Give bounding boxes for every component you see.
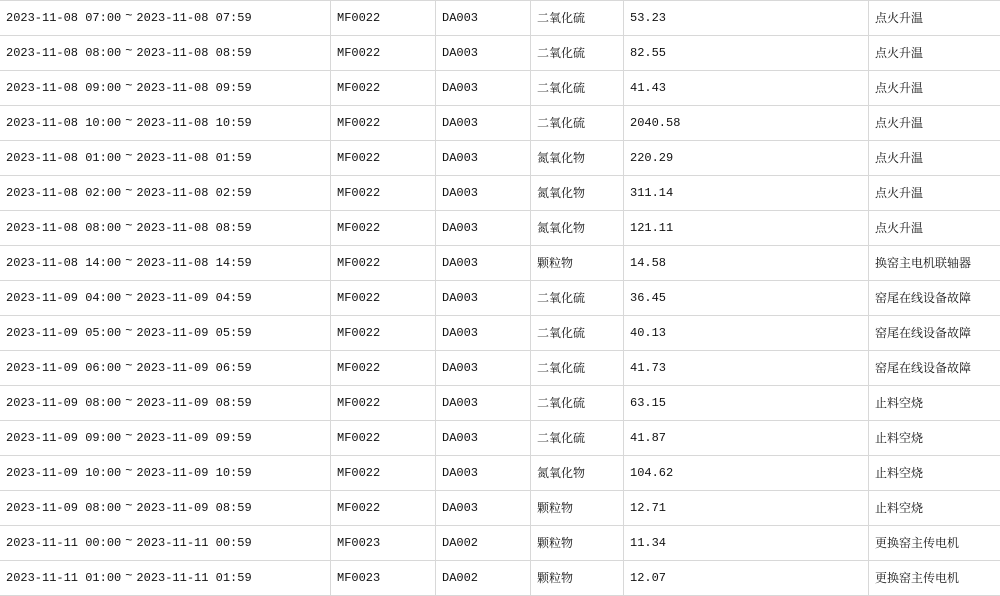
- cell-factor: 氮氧化物: [531, 141, 624, 176]
- table-row: [0, 176, 1000, 211]
- period-separator: ~: [121, 114, 136, 128]
- cell-device-code: DA002: [436, 526, 531, 561]
- cell-factor: 二氧化硫: [531, 1, 624, 36]
- cell-device-code: DA003: [436, 281, 531, 316]
- cell-period: [0, 1, 331, 36]
- period-start: 2023-11-08 02:00: [6, 186, 121, 200]
- period-start: 2023-11-08 09:00: [6, 81, 121, 95]
- table-row: [0, 386, 1000, 421]
- period-separator: ~: [121, 254, 136, 268]
- period-start: 2023-11-09 06:00: [6, 361, 121, 375]
- table-row: [0, 561, 1000, 596]
- cell-period: [0, 211, 331, 246]
- cell-reason: 窑尾在线设备故障: [869, 351, 1000, 386]
- cell-period: [0, 526, 331, 561]
- cell-period: [0, 351, 331, 386]
- cell-station-code: MF0022: [331, 36, 436, 71]
- cell-value: 11.34: [624, 526, 869, 561]
- period-separator: ~: [121, 184, 136, 198]
- cell-value: 311.14: [624, 176, 869, 211]
- cell-value: 41.73: [624, 351, 869, 386]
- cell-factor: 二氧化硫: [531, 71, 624, 106]
- cell-factor: 氮氧化物: [531, 176, 624, 211]
- cell-factor: 颗粒物: [531, 491, 624, 526]
- period-end: 2023-11-11 01:59: [136, 571, 251, 585]
- cell-station-code: MF0022: [331, 176, 436, 211]
- cell-period: [0, 176, 331, 211]
- cell-device-code: DA003: [436, 71, 531, 106]
- cell-value: 53.23: [624, 1, 869, 36]
- period-end: 2023-11-08 02:59: [136, 186, 251, 200]
- period-separator: ~: [121, 464, 136, 478]
- cell-factor: 颗粒物: [531, 526, 624, 561]
- cell-device-code: DA003: [436, 141, 531, 176]
- cell-device-code: DA003: [436, 456, 531, 491]
- cell-factor: 颗粒物: [531, 561, 624, 596]
- cell-reason: 点火升温: [869, 1, 1000, 36]
- period-start: 2023-11-09 08:00: [6, 396, 121, 410]
- cell-factor: 二氧化硫: [531, 316, 624, 351]
- cell-period: [0, 491, 331, 526]
- period-start: 2023-11-09 05:00: [6, 326, 121, 340]
- cell-factor: 二氧化硫: [531, 36, 624, 71]
- cell-station-code: MF0022: [331, 1, 436, 36]
- period-separator: ~: [121, 359, 136, 373]
- period-end: 2023-11-09 08:59: [136, 501, 251, 515]
- period-separator: ~: [121, 569, 136, 583]
- cell-device-code: DA003: [436, 421, 531, 456]
- period-start: 2023-11-09 04:00: [6, 291, 121, 305]
- cell-station-code: MF0022: [331, 491, 436, 526]
- cell-reason: 窑尾在线设备故障: [869, 316, 1000, 351]
- cell-value: 121.11: [624, 211, 869, 246]
- cell-station-code: MF0022: [331, 386, 436, 421]
- cell-period: [0, 561, 331, 596]
- period-separator: ~: [121, 9, 136, 23]
- cell-reason: 换窑主电机联轴器: [869, 246, 1000, 281]
- period-start: 2023-11-08 10:00: [6, 116, 121, 130]
- cell-period: [0, 386, 331, 421]
- period-end: 2023-11-08 07:59: [136, 11, 251, 25]
- cell-factor: 二氧化硫: [531, 351, 624, 386]
- period-end: 2023-11-09 10:59: [136, 466, 251, 480]
- period-separator: ~: [121, 79, 136, 93]
- cell-station-code: MF0022: [331, 351, 436, 386]
- period-start: 2023-11-08 14:00: [6, 256, 121, 270]
- cell-reason: 点火升温: [869, 176, 1000, 211]
- period-end: 2023-11-09 08:59: [136, 396, 251, 410]
- period-separator: ~: [121, 44, 136, 58]
- table-row: [0, 281, 1000, 316]
- cell-factor: 二氧化硫: [531, 386, 624, 421]
- cell-reason: 点火升温: [869, 71, 1000, 106]
- cell-value: 82.55: [624, 36, 869, 71]
- cell-device-code: DA003: [436, 316, 531, 351]
- cell-factor: 二氧化硫: [531, 106, 624, 141]
- period-end: 2023-11-08 08:59: [136, 221, 251, 235]
- cell-device-code: DA003: [436, 211, 531, 246]
- cell-factor: 二氧化硫: [531, 281, 624, 316]
- cell-value: 41.43: [624, 71, 869, 106]
- cell-value: 40.13: [624, 316, 869, 351]
- table-row: [0, 526, 1000, 561]
- cell-station-code: MF0022: [331, 141, 436, 176]
- cell-period: [0, 281, 331, 316]
- cell-reason: 点火升温: [869, 211, 1000, 246]
- cell-device-code: DA003: [436, 491, 531, 526]
- period-separator: ~: [121, 429, 136, 443]
- period-end: 2023-11-08 14:59: [136, 256, 251, 270]
- period-end: 2023-11-08 01:59: [136, 151, 251, 165]
- period-start: 2023-11-09 08:00: [6, 501, 121, 515]
- cell-station-code: MF0022: [331, 106, 436, 141]
- cell-period: [0, 141, 331, 176]
- cell-period: [0, 36, 331, 71]
- period-separator: ~: [121, 499, 136, 513]
- cell-reason: 更换窑主传电机: [869, 561, 1000, 596]
- period-start: 2023-11-11 00:00: [6, 536, 121, 550]
- cell-value: 12.71: [624, 491, 869, 526]
- period-end: 2023-11-08 08:59: [136, 46, 251, 60]
- cell-value: 220.29: [624, 141, 869, 176]
- cell-reason: 止料空烧: [869, 491, 1000, 526]
- cell-device-code: DA003: [436, 246, 531, 281]
- table-body: [0, 1, 1000, 596]
- cell-device-code: DA003: [436, 106, 531, 141]
- period-end: 2023-11-08 10:59: [136, 116, 251, 130]
- period-start: 2023-11-08 01:00: [6, 151, 121, 165]
- table-row: [0, 491, 1000, 526]
- cell-device-code: DA003: [436, 1, 531, 36]
- cell-device-code: DA003: [436, 176, 531, 211]
- period-start: 2023-11-09 10:00: [6, 466, 121, 480]
- period-separator: ~: [121, 394, 136, 408]
- cell-device-code: DA003: [436, 386, 531, 421]
- cell-reason: 窑尾在线设备故障: [869, 281, 1000, 316]
- table-row: [0, 456, 1000, 491]
- cell-period: [0, 106, 331, 141]
- cell-station-code: MF0022: [331, 456, 436, 491]
- cell-period: [0, 316, 331, 351]
- table-row: [0, 141, 1000, 176]
- cell-station-code: MF0022: [331, 421, 436, 456]
- period-separator: ~: [121, 149, 136, 163]
- cell-value: 36.45: [624, 281, 869, 316]
- cell-factor: 二氧化硫: [531, 421, 624, 456]
- cell-reason: 点火升温: [869, 106, 1000, 141]
- cell-factor: 氮氧化物: [531, 456, 624, 491]
- cell-value: 12.07: [624, 561, 869, 596]
- period-start: 2023-11-09 09:00: [6, 431, 121, 445]
- cell-station-code: MF0022: [331, 316, 436, 351]
- cell-station-code: MF0022: [331, 211, 436, 246]
- period-start: 2023-11-08 07:00: [6, 11, 121, 25]
- cell-value: 63.15: [624, 386, 869, 421]
- table-row: [0, 421, 1000, 456]
- cell-reason: 点火升温: [869, 36, 1000, 71]
- period-end: 2023-11-09 04:59: [136, 291, 251, 305]
- cell-station-code: MF0023: [331, 526, 436, 561]
- period-separator: ~: [121, 219, 136, 233]
- cell-reason: 更换窑主传电机: [869, 526, 1000, 561]
- cell-period: [0, 71, 331, 106]
- cell-value: 2040.58: [624, 106, 869, 141]
- cell-reason: 止料空烧: [869, 456, 1000, 491]
- cell-station-code: MF0022: [331, 281, 436, 316]
- cell-station-code: MF0022: [331, 71, 436, 106]
- period-start: 2023-11-08 08:00: [6, 46, 121, 60]
- period-start: 2023-11-11 01:00: [6, 571, 121, 585]
- table-row: [0, 211, 1000, 246]
- table-row: [0, 246, 1000, 281]
- cell-value: 14.58: [624, 246, 869, 281]
- period-end: 2023-11-09 05:59: [136, 326, 251, 340]
- period-end: 2023-11-11 00:59: [136, 536, 251, 550]
- cell-device-code: DA002: [436, 561, 531, 596]
- table-row: [0, 71, 1000, 106]
- cell-station-code: MF0023: [331, 561, 436, 596]
- table-row: [0, 351, 1000, 386]
- cell-period: [0, 246, 331, 281]
- period-start: 2023-11-08 08:00: [6, 221, 121, 235]
- cell-value: 41.87: [624, 421, 869, 456]
- cell-device-code: DA003: [436, 36, 531, 71]
- period-separator: ~: [121, 324, 136, 338]
- table-row: [0, 106, 1000, 141]
- period-end: 2023-11-09 06:59: [136, 361, 251, 375]
- cell-device-code: DA003: [436, 351, 531, 386]
- period-end: 2023-11-08 09:59: [136, 81, 251, 95]
- table-row: [0, 316, 1000, 351]
- cell-station-code: MF0022: [331, 246, 436, 281]
- cell-reason: 点火升温: [869, 141, 1000, 176]
- cell-factor: 氮氧化物: [531, 211, 624, 246]
- period-separator: ~: [121, 534, 136, 548]
- cell-period: [0, 456, 331, 491]
- table-row: [0, 1, 1000, 36]
- cell-reason: 止料空烧: [869, 386, 1000, 421]
- cell-period: [0, 421, 331, 456]
- cell-factor: 颗粒物: [531, 246, 624, 281]
- cell-value: 104.62: [624, 456, 869, 491]
- period-separator: ~: [121, 289, 136, 303]
- period-end: 2023-11-09 09:59: [136, 431, 251, 445]
- table-row: [0, 36, 1000, 71]
- cell-reason: 止料空烧: [869, 421, 1000, 456]
